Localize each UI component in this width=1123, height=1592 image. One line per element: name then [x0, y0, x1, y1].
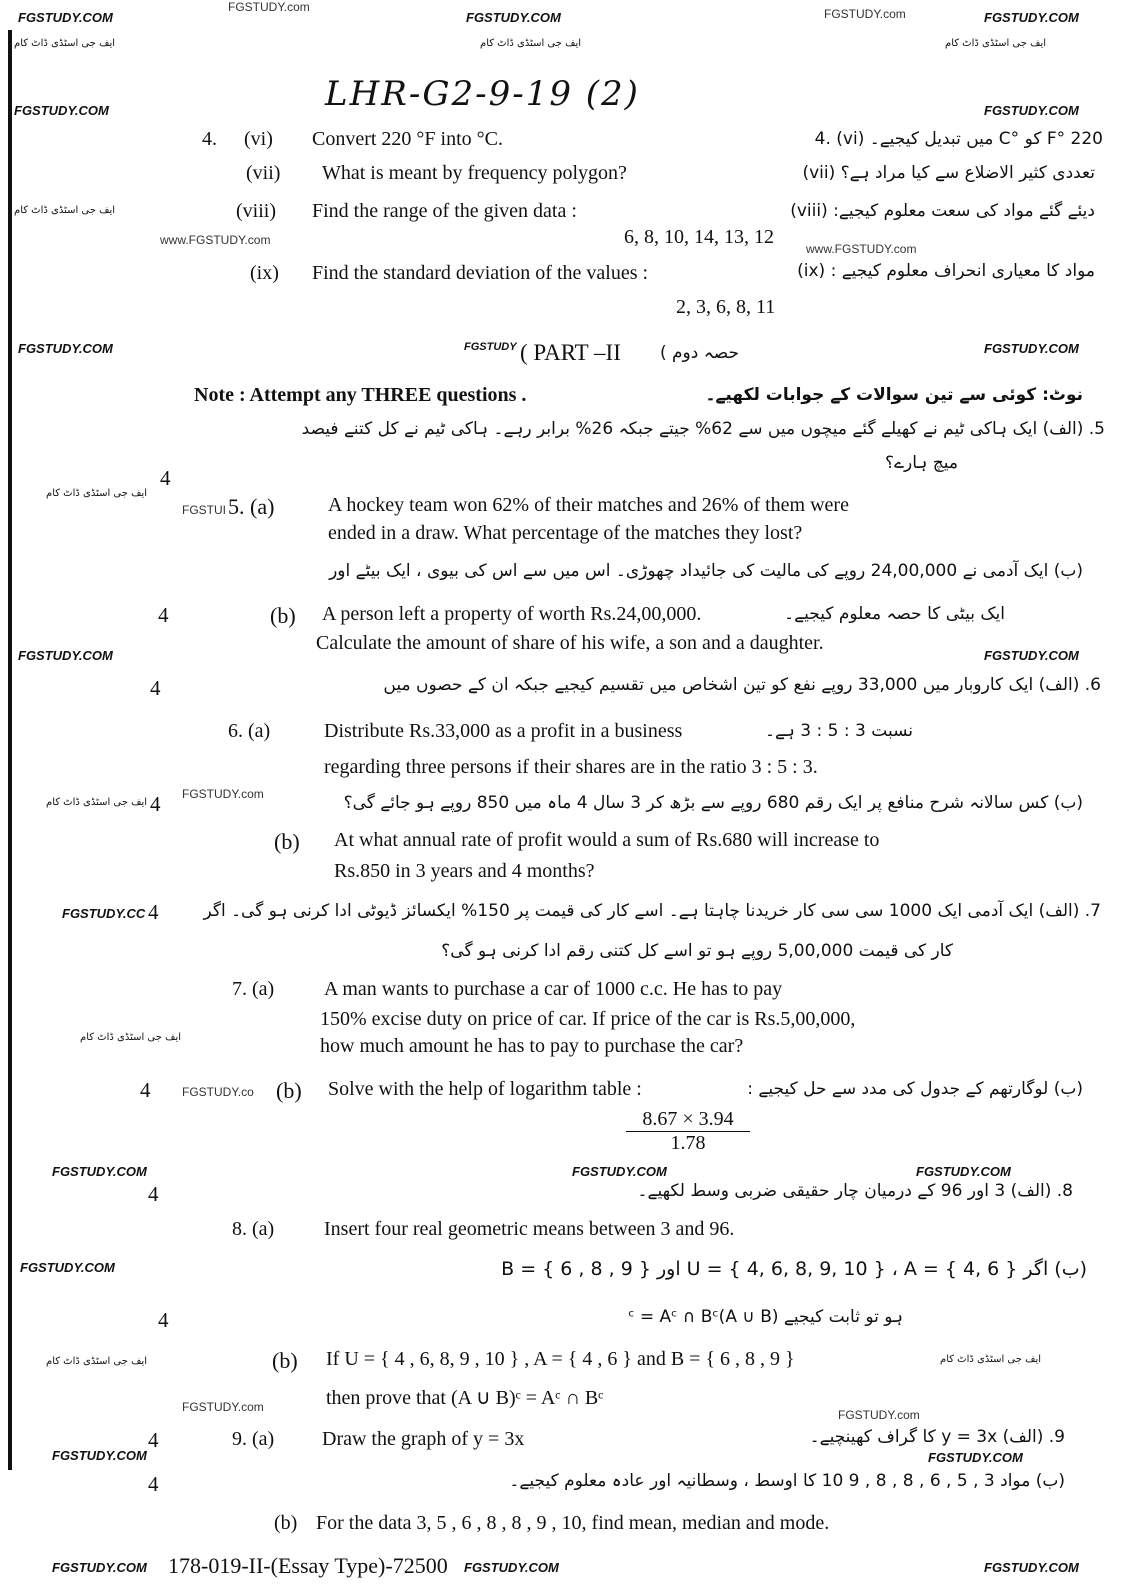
- q6a-text-line1: Distribute Rs.33,000 as a profit in a business: [324, 720, 683, 742]
- watermark: FGSTUDY.COM: [464, 1560, 559, 1575]
- q8b-label: (b): [272, 1348, 298, 1373]
- q6a-text-line2: regarding three persons if their shares are in the ratio 3 : 5 : 3.: [324, 756, 818, 778]
- watermark: FGSTUDY.com: [838, 1408, 920, 1422]
- watermark: FGSTUDY.COM: [52, 1560, 147, 1575]
- q7b-numerator: 8.67 × 3.94: [626, 1108, 750, 1132]
- q5a-marks: 4: [160, 466, 171, 490]
- q9b-label: (b): [274, 1512, 298, 1534]
- q5b-urdu: (ب) ایک آدمی نے 24,00,000 روپے کی مالیت کی جائیداد چھوڑی۔ اس میں سے اس کی بیوی ، ایک بیٹے اور: [329, 561, 1083, 581]
- q6b-marks: 4: [150, 792, 161, 816]
- q8a-urdu: 8. (الف) 3 اور 96 کے درمیان چار حقیقی ضربی وسط لکھیے۔: [637, 1181, 1073, 1201]
- watermark: FGSTUDY.com: [228, 0, 310, 14]
- watermark: FGSTUDY.com: [824, 7, 906, 21]
- q4-vi-label: (vi): [244, 128, 273, 150]
- watermark-urdu: ایف جی اسٹڈی ڈاٹ کام: [46, 1356, 148, 1367]
- q8a-label: 8. (a): [232, 1218, 275, 1240]
- q6a-marks: 4: [150, 676, 161, 700]
- q4-ix-data: 2, 3, 6, 8, 11: [676, 296, 776, 318]
- q8b-urdu-cont: ہو تو ثابت کیجیے (A ∪ B)ᶜ = Aᶜ ∩ Bᶜ: [628, 1307, 903, 1327]
- watermark: FGSTUDY.COM: [984, 103, 1079, 118]
- q8b-text-line1: If U = { 4 , 6, 8, 9 , 10 } , A = { 4 , 6 } and B = { 6 , 8 , 9 }: [326, 1348, 795, 1370]
- q4-number: 4.: [202, 128, 217, 150]
- q7b-denominator: 1.78: [670, 1132, 706, 1154]
- q6b-text-line2: Rs.850 in 3 years and 4 months?: [334, 860, 595, 882]
- note-instruction: Note : Attempt any THREE questions .: [194, 384, 527, 406]
- watermark-urdu: ایف جی اسٹڈی ڈاٹ کام: [14, 205, 116, 216]
- q5b-label: (b): [270, 603, 296, 628]
- q4-vii-text: What is meant by frequency polygon?: [322, 162, 627, 184]
- q7a-text-line3: how much amount he has to pay to purchase the car?: [320, 1035, 744, 1057]
- watermark: FGSTUDY.COM: [984, 648, 1079, 663]
- watermark-urdu: ایف جی اسٹڈی ڈاٹ کام: [480, 38, 582, 49]
- watermark: FGSTUDY.COM: [928, 1450, 1023, 1465]
- q5a-text-line2: ended in a draw. What percentage of the matches they lost?: [328, 522, 803, 544]
- q9b-marks: 4: [148, 1472, 159, 1496]
- watermark-urdu: ایف جی اسٹڈی ڈاٹ کام: [80, 1032, 182, 1043]
- q5a-urdu-cont: میچ ہارے؟: [885, 453, 958, 473]
- q5b-text-line2: Calculate the amount of share of his wife, a son and a daughter.: [316, 632, 824, 654]
- q4-vii-label: (vii): [246, 162, 281, 184]
- watermark-urdu: ایف جی اسٹڈی ڈاٹ کام: [14, 38, 116, 49]
- q9a-label: 9. (a): [232, 1428, 275, 1450]
- q7a-marks: 4: [148, 900, 159, 924]
- note-instruction-urdu: نوٹ: کوئی سے تین سوالات کے جوابات لکھیے۔: [705, 385, 1083, 405]
- q7a-label: 7. (a): [232, 978, 275, 1000]
- q4-viii-text: Find the range of the given data :: [312, 200, 577, 222]
- watermark: www.FGSTUDY.com: [160, 233, 271, 247]
- q7a-text-line1: A man wants to purchase a car of 1000 c.c. He has to pay: [324, 978, 783, 1000]
- watermark-urdu: ایف جی اسٹڈی ڈاٹ کام: [46, 797, 148, 808]
- q7a-urdu-cont: کار کی قیمت 5,00,000 روپے ہو تو اسے کل کتنی رقم ادا کرنی ہو گی؟: [441, 941, 953, 961]
- watermark: FGSTUDY.COM: [466, 10, 561, 25]
- q7b-marks: 4: [140, 1078, 151, 1102]
- watermark: FGSTUDY.COM: [916, 1164, 1011, 1179]
- watermark: FGSTUDY.COM: [20, 1260, 115, 1275]
- q8a-marks: 4: [148, 1182, 159, 1206]
- paper-code: 178-019-II-(Essay Type)-72500: [168, 1553, 448, 1578]
- q6b-text-line1: At what annual rate of profit would a sum of Rs.680 will increase to: [334, 829, 880, 851]
- q8b-marks: 4: [158, 1308, 169, 1332]
- q7b-text: Solve with the help of logarithm table :: [328, 1078, 642, 1100]
- q4-viii-data: 6, 8, 10, 14, 13, 12: [624, 226, 774, 248]
- q7b-urdu: (ب) لوگارتھم کے جدول کی مدد سے حل کیجیے :: [747, 1079, 1083, 1099]
- watermark: www.FGSTUDY.com: [806, 242, 917, 256]
- watermark: FGSTUDY.co: [182, 1085, 254, 1099]
- q9b-urdu: (ب) مواد 3 , 5 , 6 , 8 , 8 , 9 10 کا اوسط ، وسطانیہ اور عادہ معلوم کیجیے۔: [509, 1471, 1065, 1491]
- watermark: FGSTUDY.com: [182, 1400, 264, 1414]
- q7b-fraction: [626, 1108, 750, 1155]
- q9a-marks: 4: [148, 1428, 159, 1452]
- q8b-urdu: (ب) اگر U = { 4, 6, 8, 9, 10 } ، A = { 4, 6 } اور B = { 6 , 8 , 9 }: [501, 1258, 1087, 1280]
- watermark: FGSTUDY.COM: [984, 1560, 1079, 1575]
- q9a-text: Draw the graph of y = 3x: [322, 1428, 525, 1450]
- q6b-label: (b): [274, 829, 300, 854]
- q4-vi-text: Convert 220 °F into °C.: [312, 128, 504, 150]
- q8b-text-line2: then prove that (A ∪ B)ᶜ = Aᶜ ∩ Bᶜ: [326, 1387, 604, 1409]
- q4-ix-label: (ix): [250, 262, 279, 284]
- q4-viii-label: (viii): [236, 200, 276, 222]
- q7b-label: (b): [276, 1078, 302, 1103]
- q4-ix-text: Find the standard deviation of the values :: [312, 262, 649, 284]
- q8a-text: Insert four real geometric means between 3 and 96.: [324, 1218, 735, 1240]
- watermark: FGSTUDY.COM: [18, 648, 113, 663]
- watermark: FGSTUDY.COM: [18, 10, 113, 25]
- watermark-urdu: ایف جی اسٹڈی ڈاٹ کام: [940, 1354, 1042, 1365]
- q6a-urdu-cont: نسبت 3 : 5 : 3 ہے۔: [765, 721, 913, 741]
- q7a-text-line2: 150% excise duty on price of car. If price of the car is Rs.5,00,000,: [320, 1008, 856, 1030]
- q4-vi-urdu: 220 °F کو °C میں تبدیل کیجیے۔ (vi) .4: [814, 129, 1103, 149]
- q5b-marks: 4: [158, 603, 169, 627]
- q6a-label: 6. (a): [228, 720, 271, 742]
- part-title: ( PART –II: [520, 340, 621, 365]
- q9a-urdu: 9. (الف) y = 3x کا گراف کھینچیے۔: [809, 1427, 1065, 1447]
- part-title-urdu: حصہ دوم ): [660, 343, 739, 363]
- q5b-urdu-cont: ایک بیٹی کا حصہ معلوم کیجیے۔: [784, 604, 1005, 624]
- watermark-urdu: ایف جی اسٹڈی ڈاٹ کام: [945, 38, 1047, 49]
- watermark: FGSTUDY.COM: [52, 1448, 147, 1463]
- q6a-urdu: 6. (الف) ایک کاروبار میں 33,000 روپے نفع کو تین اشخاص میں تقسیم کیجیے جبکہ ان کے حصوں میں: [383, 675, 1101, 695]
- watermark: FGSTUDY.COM: [52, 1164, 147, 1179]
- watermark-urdu: ایف جی اسٹڈی ڈاٹ کام: [46, 488, 148, 499]
- q9b-text: For the data 3, 5 , 6 , 8 , 8 , 9 , 10, find mean, median and mode.: [316, 1512, 830, 1534]
- q5b-text-line1: A person left a property of worth Rs.24,00,000.: [322, 603, 702, 625]
- watermark: FGSTUDY.CC: [62, 906, 146, 921]
- q4-ix-urdu: مواد کا معیاری انحراف معلوم کیجیے : (ix): [797, 261, 1095, 281]
- page-border: [8, 30, 12, 1470]
- watermark: FGSTUDY.com: [182, 787, 264, 801]
- handwritten-paper-code: LHR-G2-9-19 (2): [325, 74, 640, 114]
- q4-viii-urdu: دیئے گئے مواد کی سعت معلوم کیجیے: (viii): [790, 201, 1095, 221]
- watermark: FGSTUDY.COM: [984, 10, 1079, 25]
- watermark: FGSTUI: [182, 503, 226, 517]
- watermark: FGSTUDY.COM: [14, 103, 109, 118]
- watermark: FGSTUDY: [464, 341, 517, 353]
- q5a-text-line1: A hockey team won 62% of their matches and 26% of them were: [328, 494, 849, 516]
- watermark: FGSTUDY.COM: [572, 1164, 667, 1179]
- q4-vii-urdu: تعددی کثیر الاضلاع سے کیا مراد ہے؟ (vii): [802, 163, 1095, 183]
- watermark: FGSTUDY.COM: [18, 341, 113, 356]
- watermark: FGSTUDY.COM: [984, 341, 1079, 356]
- q7a-urdu: 7. (الف) ایک آدمی ایک 1000 سی سی کار خریدنا چاہتا ہے۔ اسے کار کی قیمت پر 150% ایکسائز ڈیوٹی ادا کرنی ہو گی۔ اگر: [203, 901, 1101, 921]
- q5a-label: 5. (a): [228, 494, 275, 519]
- q5a-urdu: 5. (الف) ایک ہاکی ٹیم نے کھیلے گئے میچوں میں سے 62% جیتے جبکہ 26% برابر رہے۔ ہاکی ٹیم نے کل کتنے فیصد: [301, 419, 1105, 439]
- q6b-urdu: (ب) کس سالانہ شرح منافع پر ایک رقم 680 روپے سے بڑھ کر 3 سال 4 ماہ میں 850 روپے ہو جائے گی؟: [343, 793, 1083, 813]
